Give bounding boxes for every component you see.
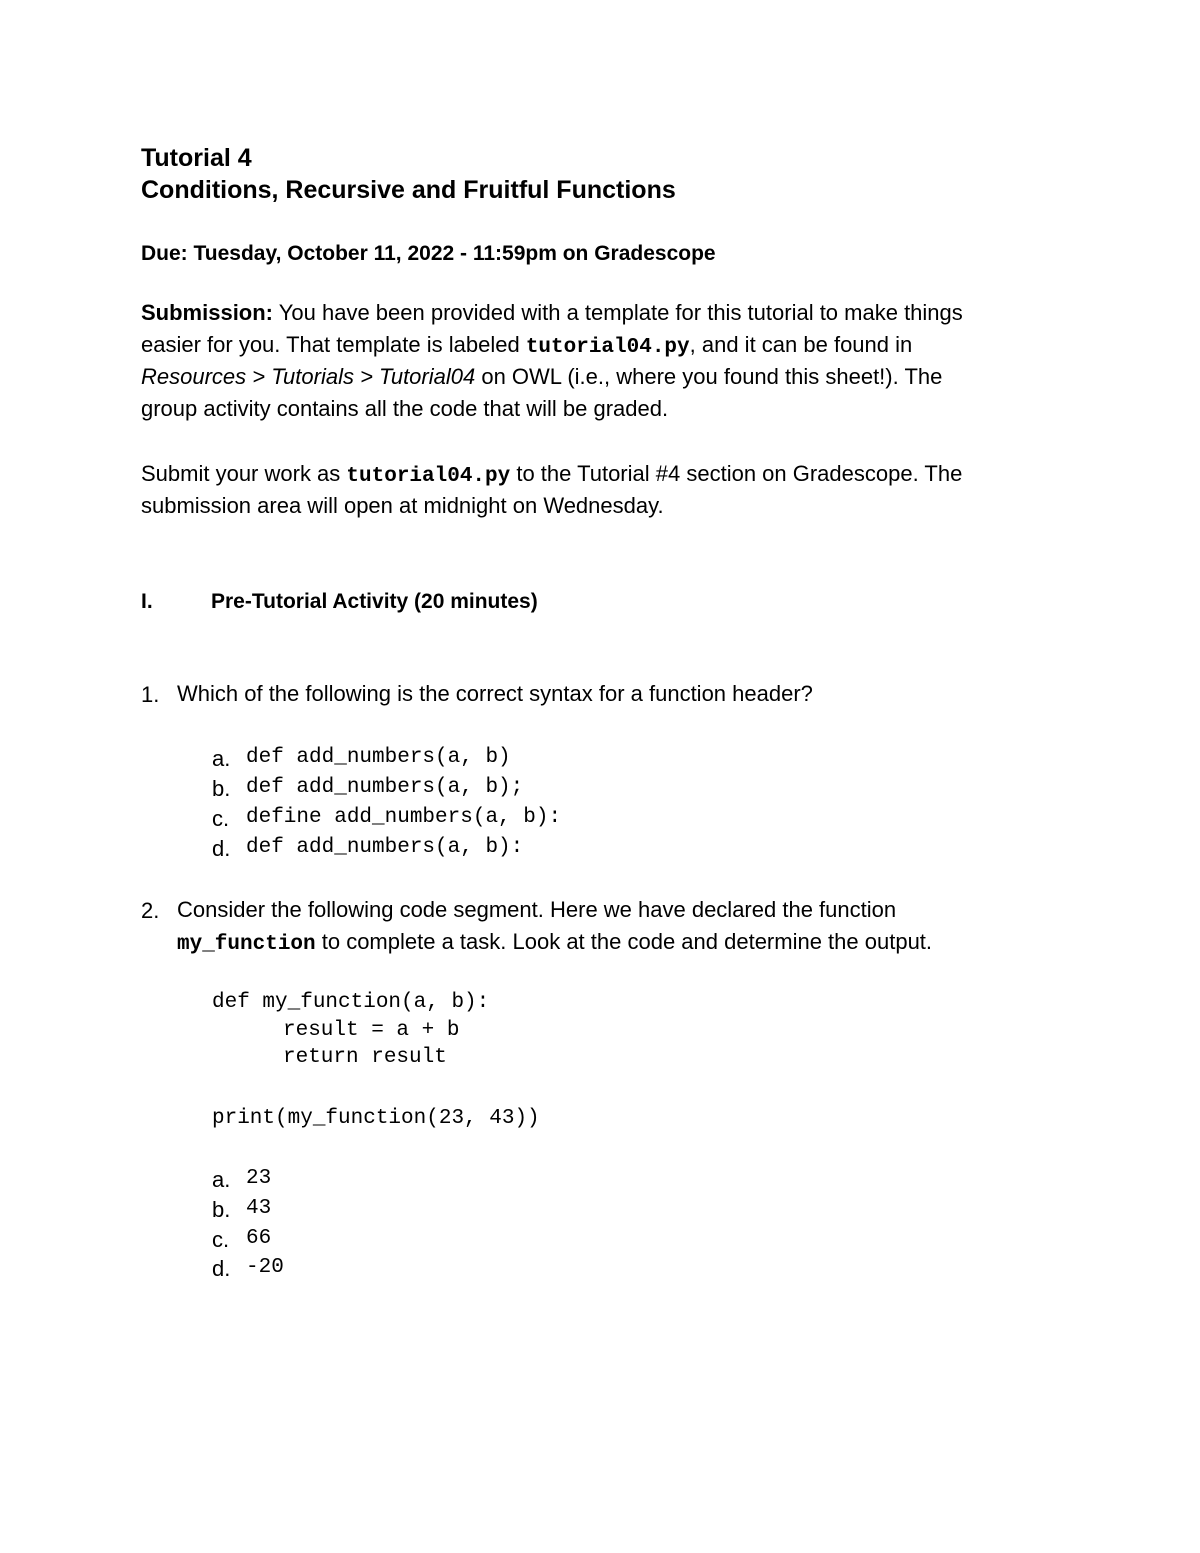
code-line-1: def my_function(a, b): [212,991,490,1014]
question-1-text: Which of the following is the correct syntax for a function header? [177,681,813,706]
submission-line-3 [141,361,942,393]
submit-line-1 [141,458,962,493]
q2-option-c-letter: c. [212,1227,230,1252]
q2-option-d-value: -20 [246,1256,284,1279]
submission-label: Submission: [141,300,274,325]
document-title: Tutorial 4 [141,144,252,172]
q1-option-d-letter: d. [212,836,231,861]
question-1-number: 1. [141,682,160,707]
function-name: my_function [177,933,316,956]
submit-filename: tutorial04.py [346,465,511,488]
q1-option-a-letter: a. [212,746,231,771]
due-date: Due: Tuesday, October 11, 2022 - 11:59pm on Gradescope [141,242,716,265]
question-2-number: 2. [141,898,160,923]
q1-option-b-code: def add_numbers(a, b); [246,776,524,799]
submission-text-3: on OWL (i.e., where you found this sheet!). The [475,364,943,389]
question-2-line-1: Consider the following code segment. Here we have declared the function [177,897,897,922]
q1-option-a-code: def add_numbers(a, b) [246,746,511,769]
submit-text-1b: to the Tutorial #4 section on Gradescope. The [510,461,963,486]
q2-option-b-value: 43 [246,1197,272,1220]
q1-option-b-letter: b. [212,776,231,801]
q1-option-c-code: define add_numbers(a, b): [246,806,562,829]
code-line-3: return result [283,1046,447,1069]
q2-option-b-letter: b. [212,1197,231,1222]
q2-option-c-value: 66 [246,1227,272,1250]
q1-option-c-letter: c. [212,806,230,831]
submit-text-1: Submit your work as [141,461,347,486]
q2-option-a-value: 23 [246,1167,272,1190]
submission-line-1 [141,297,963,329]
question-2-line-2 [177,926,932,961]
q1-option-d-code: def add_numbers(a, b): [246,836,524,859]
submission-line-2 [141,329,912,364]
submission-line-4: group activity contains all the code that will be graded. [141,396,669,421]
document-subtitle: Conditions, Recursive and Fruitful Functions [141,176,676,204]
q2-option-d-letter: d. [212,1256,231,1281]
q2-option-a-letter: a. [212,1167,231,1192]
submission-text-1: You have been provided with a template for this tutorial to make things [273,300,963,325]
question-2-line-2-text: to complete a task. Look at the code and determine the output. [315,929,933,954]
section-title: Pre-Tutorial Activity (20 minutes) [211,590,538,613]
code-line-2: result = a + b [283,1019,460,1042]
code-line-4: print(my_function(23, 43)) [212,1107,540,1130]
section-number: I. [141,590,153,613]
submission-text-2b: , and it can be found in [689,332,913,357]
submission-text-2: easier for you. That template is labeled [141,332,526,357]
template-filename: tutorial04.py [525,336,690,359]
resource-path: Resources > Tutorials > Tutorial04 [141,364,476,389]
submit-line-2: submission area will open at midnight on Wednesday. [141,493,664,518]
